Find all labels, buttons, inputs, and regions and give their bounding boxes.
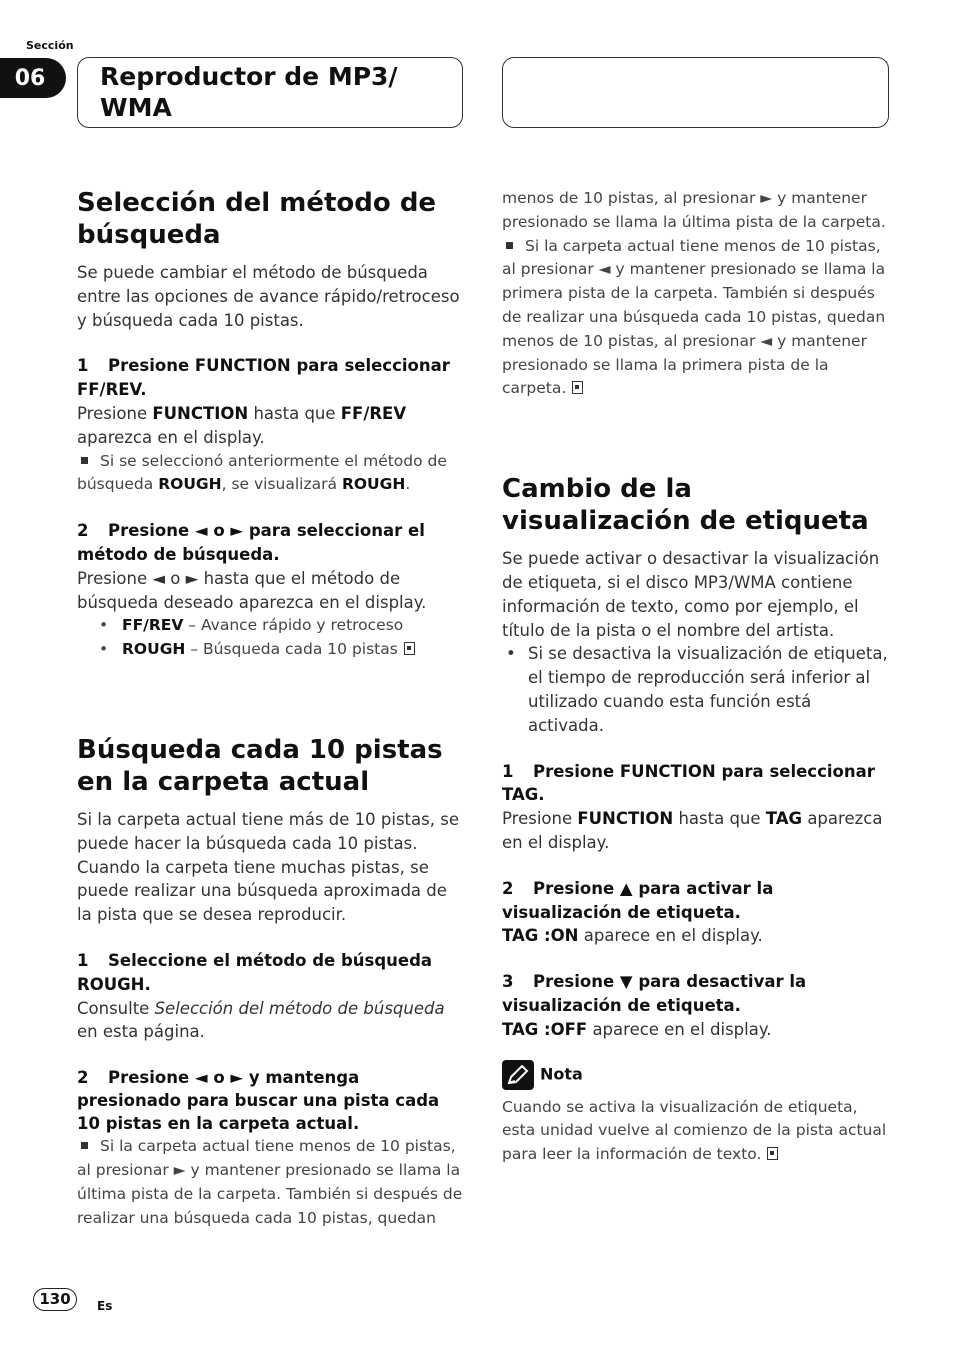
search-method-intro: Se puede cambiar el método de búsqueda entre las opciones de avance rápido/retroceso y búsqueda cada 10 pistas. — [77, 263, 460, 330]
10-track-note-continued: menos de 10 pistas, al presionar ► y mantener presionado se llama la última pista de la carpeta. — [502, 189, 886, 231]
option-ffrev: • FF/REV – Avance rápido y retroceso — [99, 616, 404, 635]
tag-step-2-body: TAG :ON aparece en el display. — [502, 926, 763, 946]
end-mark-icon — [767, 1147, 778, 1160]
right-column — [502, 187, 888, 1167]
search-method-step-2-body: Presione ◄ o ► hasta que el método de búsqueda deseado aparezca en el display. — [77, 568, 427, 612]
tag-display-intro: Se puede activar o desactivar la visualización de etiqueta, si el disco MP3/WMA contiene información de texto, como por ejemplo, el título de la pista o el nombre del artista. — [502, 549, 880, 640]
square-bullet-icon — [506, 242, 513, 249]
note-text: Cuando se activa la visualización de etiqueta, esta unidad vuelve al comienzo de la pista actual para leer la información de texto. — [502, 1097, 887, 1164]
section-number-tab: 06 — [0, 58, 66, 98]
10-track-step-1-body: Consulte Selección del método de búsqueda en esta página. — [77, 998, 445, 1042]
page-number: 130 — [33, 1288, 77, 1311]
10-track-step-1: 1 Seleccione el método de búsqueda ROUGH. — [77, 950, 433, 994]
option-rough: • ROUGH – Búsqueda cada 10 pistas — [77, 638, 463, 662]
search-method-step-2: 2 Presione ◄ o ► para seleccionar el método de búsqueda. — [77, 521, 425, 564]
section-heading-search-method: Selección del método de búsqueda — [77, 188, 437, 250]
search-method-note: Si se seleccionó anteriormente el método de búsqueda ROUGH, se visualizará ROUGH. — [77, 451, 447, 494]
end-mark-icon — [404, 642, 415, 655]
empty-header-box — [502, 57, 889, 128]
square-bullet-icon — [81, 457, 88, 464]
pencil-note-icon — [502, 1060, 534, 1090]
end-mark-icon — [572, 381, 583, 394]
10-track-step-2: 2 Presione ◄ o ► y mantenga presionado para buscar una pista cada 10 pistas en la carpeta actual. — [77, 1068, 440, 1134]
tag-step-1: 1 Presione FUNCTION para seleccionar TAG. — [502, 761, 875, 805]
square-bullet-icon — [81, 1142, 88, 1149]
tag-display-bullet: • Si se desactiva la visualización de etiqueta, el tiempo de reproducción será inferior al utilizado cuando esta función está activada. — [506, 644, 888, 735]
note-heading: Nota — [502, 1060, 888, 1090]
tag-step-3: 3 Presione ▼ para desactivar la visualización de etiqueta. — [502, 972, 807, 1015]
left-column — [77, 187, 463, 1230]
chapter-title: Reproductor de MP3/ WMA — [100, 62, 398, 122]
10-track-note-2: Si la carpeta actual tiene menos de 10 pistas, al presionar ◄ y mantener presionado se llama la primera pista de la carpeta. También si después de realizar una búsqueda cada 10 pistas, quedan menos de 10 pistas, al presionar ◄ y mantener presionado se llama la primera pista de la carpeta. — [502, 236, 886, 398]
section-heading-tag-display: Cambio de la visualización de etiqueta — [502, 474, 869, 537]
10-track-search-intro: Si la carpeta actual tiene más de 10 pistas, se puede hacer la búsqueda cada 10 pistas. Cuando la carpeta tiene muchas pistas, se puede realizar una búsqueda aproximada de la pista que se desea reproducir. — [77, 809, 459, 925]
chapter-header-box — [77, 57, 463, 128]
language-code: Es — [97, 1299, 113, 1313]
search-method-step-1-body: Presione FUNCTION hasta que FF/REV aparezca en el display. — [77, 403, 407, 447]
section-label: Sección — [26, 39, 74, 52]
tag-step-3-body: TAG :OFF aparece en el display. — [502, 1019, 772, 1039]
section-heading-10-track-search: Búsqueda cada 10 pistas en la carpeta actual — [77, 734, 443, 797]
tag-step-1-body: Presione FUNCTION hasta que TAG aparezca en el display. — [502, 809, 883, 852]
10-track-note: Si la carpeta actual tiene menos de 10 pistas, al presionar ► y mantener presionado se llama la última pista de la carpeta. También si después de realizar una búsqueda cada 10 pistas, quedan — [77, 1137, 463, 1227]
search-method-step-1: 1 Presione FUNCTION para seleccionar FF/REV. — [77, 356, 450, 400]
tag-step-2: 2 Presione ▲ para activar la visualización de etiqueta. — [502, 878, 774, 922]
